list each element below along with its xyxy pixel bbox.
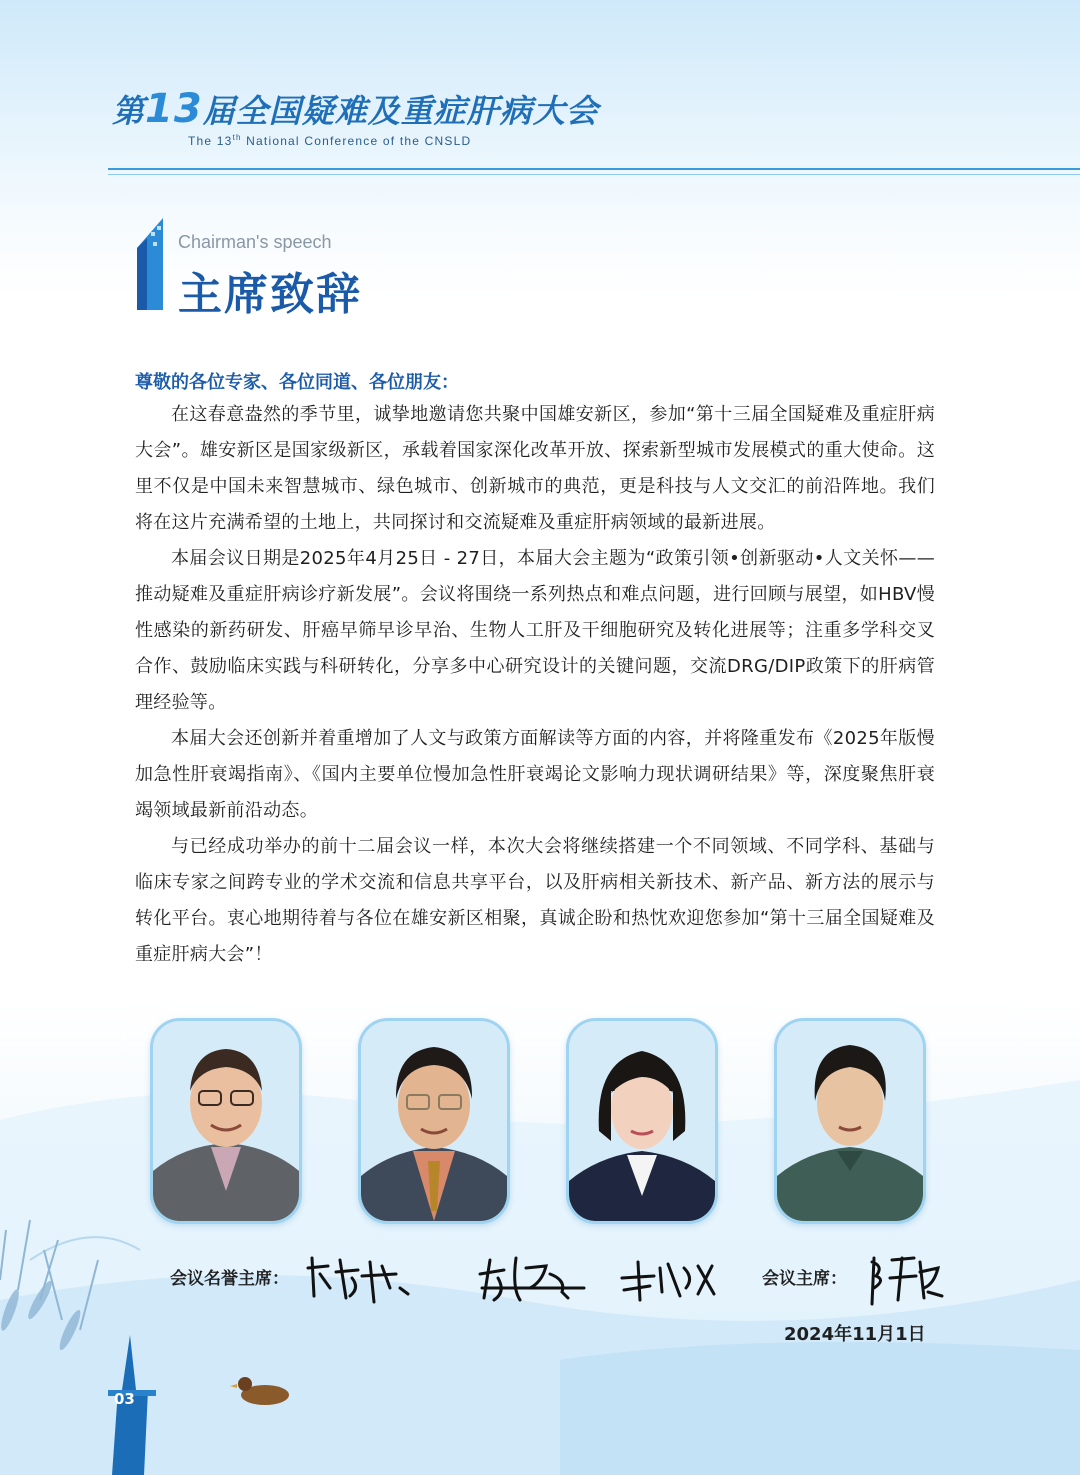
- honorary-chair-signature-1: [300, 1248, 440, 1308]
- honorary-chair-signature-3: [614, 1248, 724, 1308]
- header-divider-thin: [108, 174, 1080, 175]
- header-divider: [108, 168, 1080, 170]
- signature-row: [0, 1248, 1080, 1308]
- section-title-cn: 主席致辞: [178, 269, 362, 320]
- chair-photo-4: [774, 1018, 926, 1224]
- letter-paragraph: 与已经成功举办的前十二届会议一样，本次大会将继续搭建一个不同领域、不同学科、基础与临床专家之间跨专业的学术交流和信息共享平台，以及肝病相关新技术、新产品、新方法的展示与转化平台。衷心地期待着与各位在雄安新区相聚，真诚企盼和热忱欢迎您参加“第十三届全国疑难及重症肝病大会”！: [135, 836, 935, 965]
- conference-number: 13: [145, 86, 203, 132]
- chair-signature: [864, 1248, 944, 1308]
- honorary-chair-signature-2: [476, 1248, 586, 1308]
- chair-label: 会议主席：: [762, 1269, 847, 1289]
- letter-salutation: 尊敬的各位专家、各位同道、各位朋友：: [135, 372, 459, 393]
- chair-photo-1: [150, 1018, 302, 1224]
- chair-photo-3: [566, 1018, 718, 1224]
- page-number: 03: [114, 1390, 135, 1408]
- letter-paragraph: 在这春意盎然的季节里，诚挚地邀请您共聚中国雄安新区，参加“第十三届全国疑难及重症肝病大会”。雄安新区是国家级新区，承载着国家深化改革开放、探索新型城市发展模式的重大使命。这里不仅是中国未来智慧城市、绿色城市、创新城市的典范，更是科技与人文交汇的前沿阵地。我们将在这片充满希望的土地上，共同探讨和交流疑难及重症肝病领域的最新进展。: [135, 404, 935, 533]
- letter-paragraph: 本届会议日期是2025年4月25日 - 27日，本届大会主题为“政策引领•创新驱动•人文关怀——推动疑难及重症肝病诊疗新发展”。会议将围绕一系列热点和难点问题，进行回顾与展望，如HBV慢性感染的新药研发、肝癌早筛早诊早治、生物人工肝及干细胞研究及转化进展等；注重多学科交叉合作、鼓励临床实践与科研转化，分享多中心研究设计的关键问题，交流DRG/DIP政策下的肝病管理经验等。: [135, 548, 935, 713]
- section-title-en: Chairman's speech: [178, 232, 332, 252]
- letter-date: 2024年11月1日: [784, 1324, 926, 1345]
- conference-subtitle: The 13th National Conference of the CNSLD: [188, 133, 472, 148]
- building-icon: [135, 218, 165, 314]
- chair-photo-2: [358, 1018, 510, 1224]
- conference-title: 第13届全国疑难及重症肝病大会: [112, 86, 599, 132]
- letter-paragraph: 本届大会还创新并着重增加了人文与政策方面解读等方面的内容，并将隆重发布《2025年版慢加急性肝衰竭指南》、《国内主要单位慢加急性肝衰竭论文影响力现状调研结果》等，深度聚焦肝衰竭领域最新前沿动态。: [135, 728, 935, 821]
- honorary-chair-label: 会议名誉主席：: [170, 1269, 289, 1289]
- letter-body: [135, 397, 935, 973]
